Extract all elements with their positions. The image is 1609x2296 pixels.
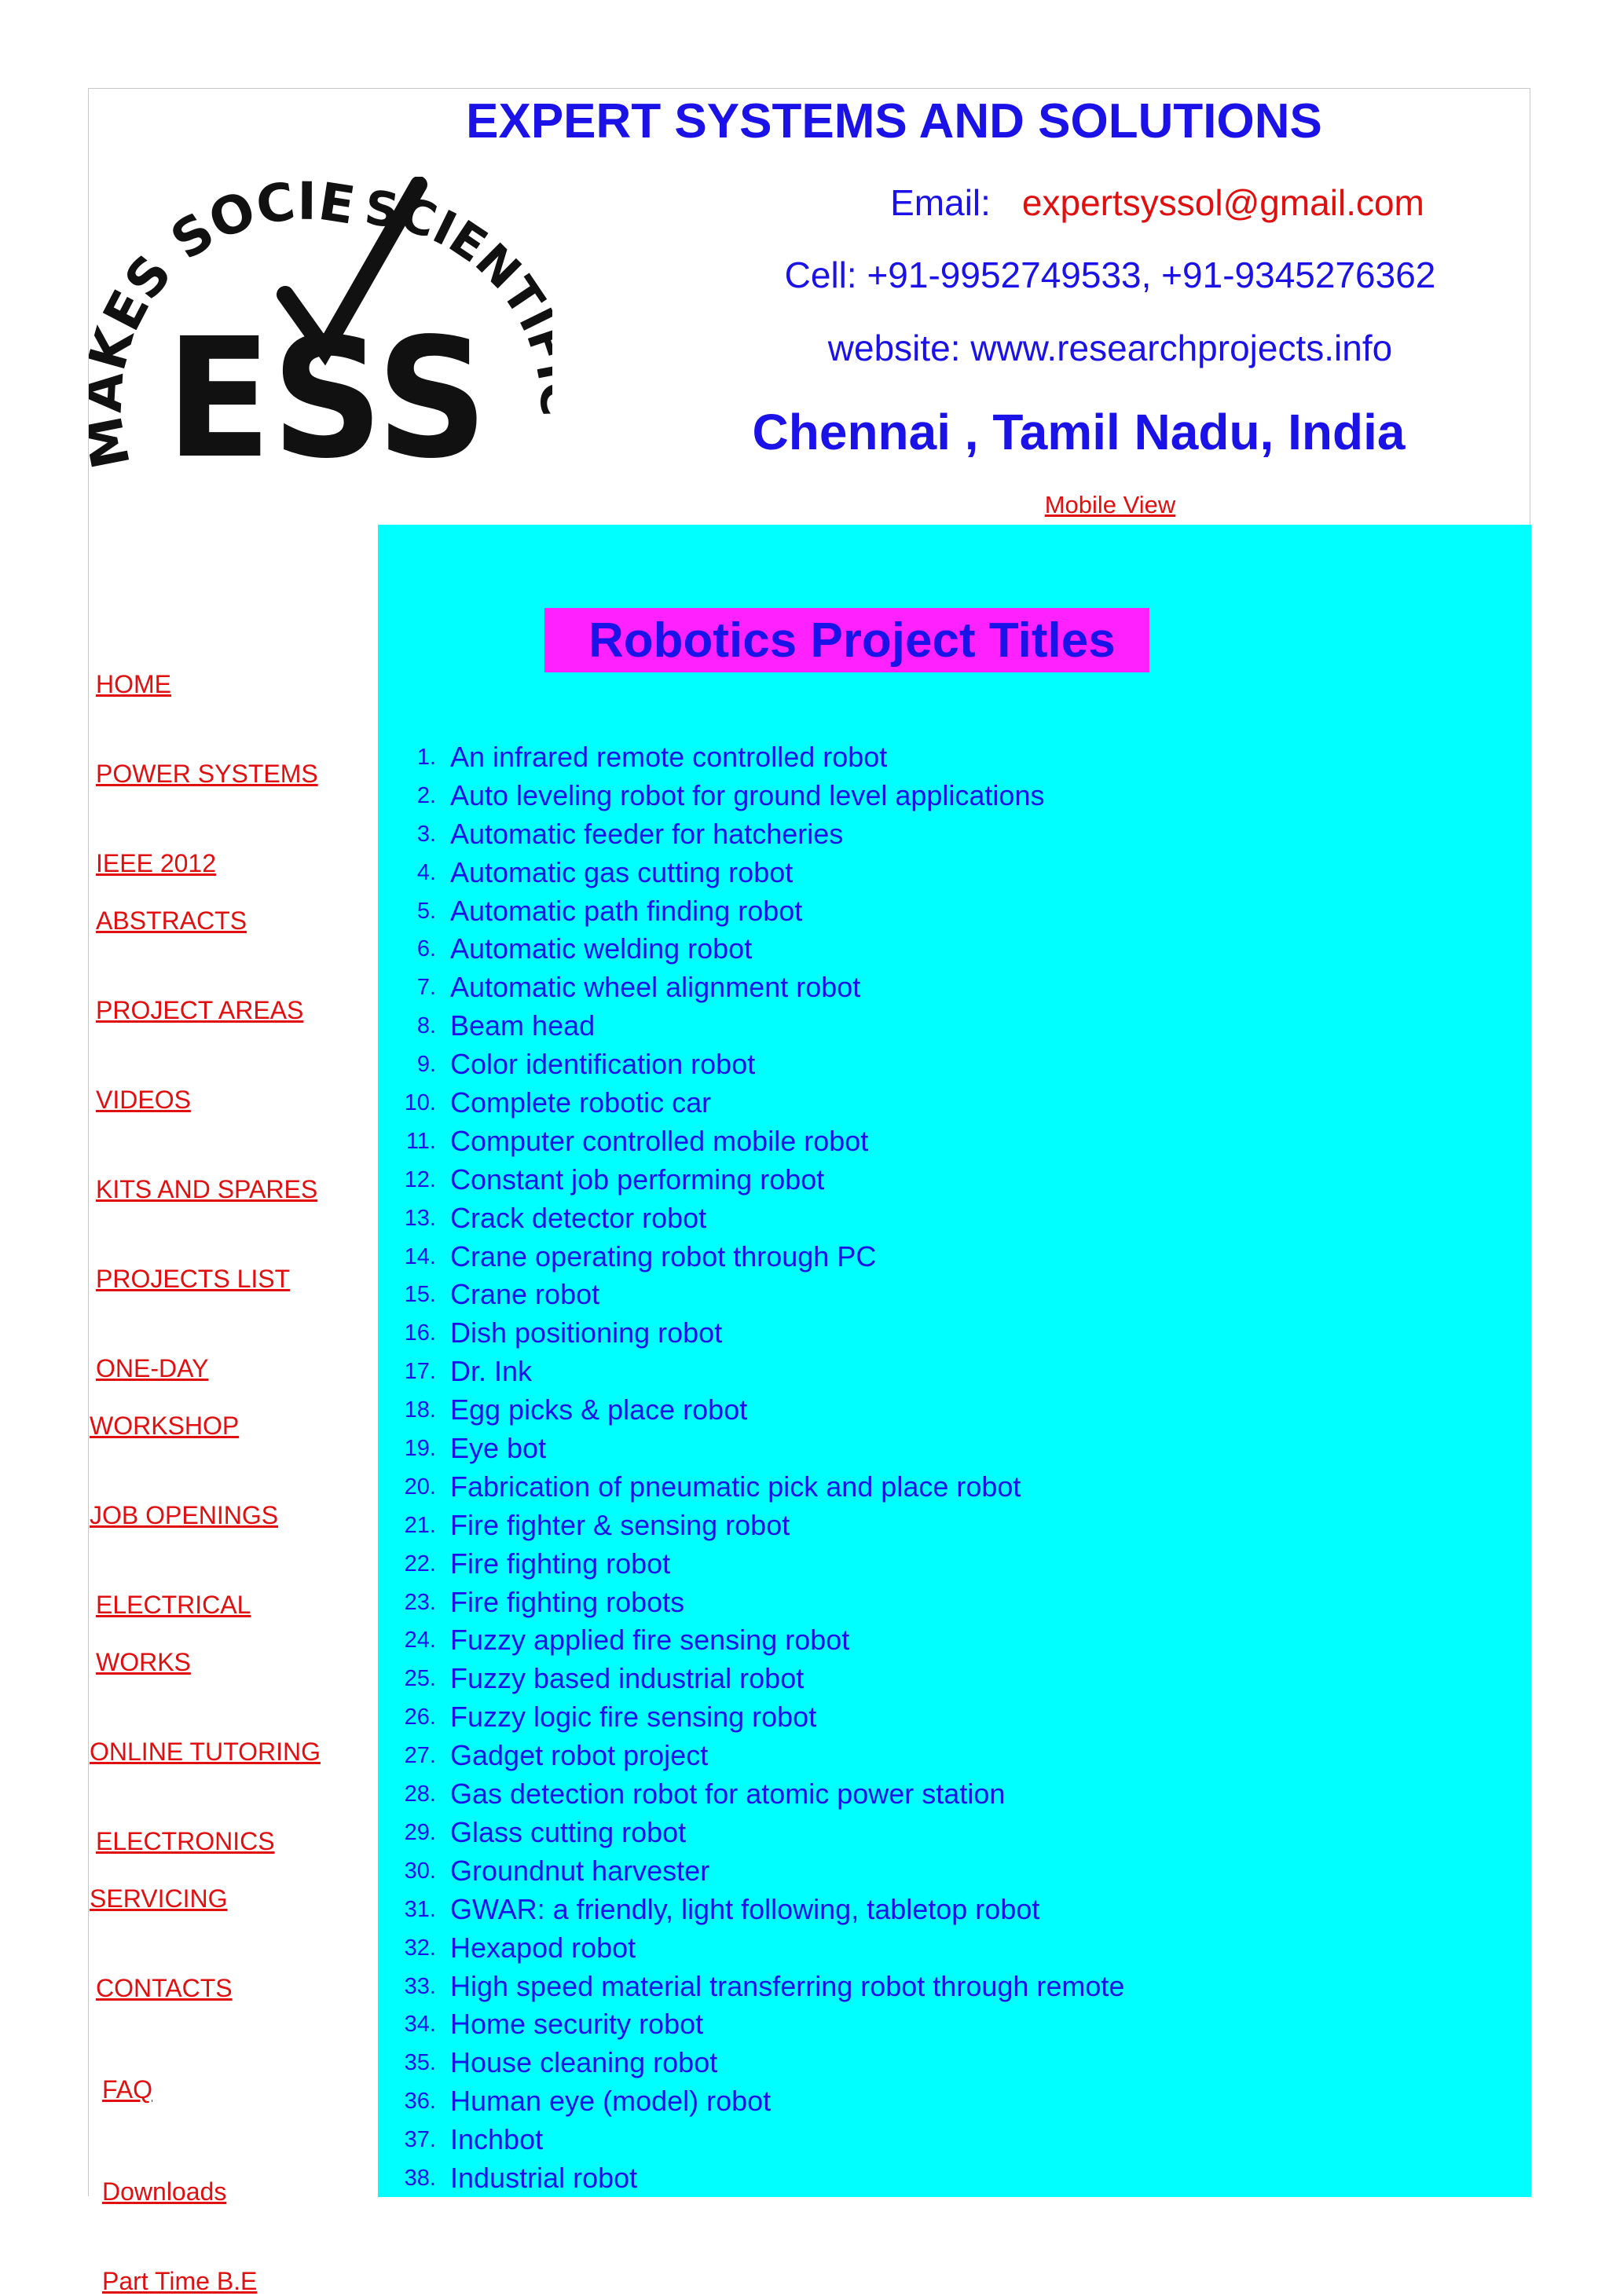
list-item-text: High speed material transferring robot through remote	[450, 1969, 1125, 2002]
list-item	[378, 738, 1531, 777]
list-item-number: 24.	[404, 1628, 436, 1653]
list-item-number: 15.	[404, 1282, 436, 1308]
list-item	[378, 1621, 1531, 1660]
list-item-number: 36.	[404, 2089, 436, 2115]
email-line	[764, 181, 1550, 224]
svg-text:MAKES SOCIETY: ES SOCIE	[91, 177, 359, 340]
list-item	[378, 815, 1531, 854]
svg-text:SCIENTIFIC: SCIENT	[361, 180, 552, 325]
nav-downloads[interactable]: Downloads	[102, 2177, 227, 2206]
nav-one-day[interactable]: ONE-DAY	[96, 1354, 209, 1382]
list-item-number: 30.	[404, 1858, 436, 1884]
list-item-number: 2.	[416, 782, 436, 808]
list-item-text: Groundnut harvester	[450, 1854, 710, 1887]
list-item-number: 3.	[416, 821, 436, 847]
list-item-text: Automatic gas cutting robot	[450, 855, 794, 888]
list-item-text: An infrared remote controlled robot	[450, 741, 888, 773]
list-item-number: 9.	[416, 1052, 436, 1078]
list-item	[378, 1084, 1531, 1122]
list-item	[378, 1199, 1531, 1238]
nav-home[interactable]: HOME	[96, 670, 171, 698]
list-item-text: Gadget robot project	[450, 1739, 709, 1772]
list-item-number: 21.	[404, 1512, 436, 1538]
list-item-text: Crane operating robot through PC	[450, 1240, 877, 1273]
list-item-number: 31.	[404, 1896, 436, 1922]
list-item-text: Fire fighter & sensing robot	[450, 1508, 790, 1541]
list-item	[378, 1507, 1531, 1545]
list-item-text: Fuzzy logic fire sensing robot	[450, 1701, 817, 1734]
list-item	[378, 1929, 1531, 1968]
ess-logo	[89, 177, 552, 526]
list-item-text: Fuzzy based industrial robot	[450, 1662, 804, 1695]
list-item	[378, 854, 1531, 892]
list-item-number: 6.	[416, 936, 436, 962]
nav-electrical[interactable]: ELECTRICAL	[96, 1591, 251, 1619]
nav-servicing[interactable]: SERVICING	[90, 1884, 228, 1913]
list-item-text: GWAR: a friendly, light following, tabletop robot	[450, 1892, 1040, 1925]
list-item	[378, 2005, 1531, 2044]
list-item	[378, 1045, 1531, 1084]
list-item-text: Fire fighting robots	[450, 1585, 685, 1618]
list-item-number: 5.	[416, 898, 436, 924]
nav-contacts[interactable]: CONTACTS	[96, 1974, 233, 2002]
list-item	[378, 969, 1531, 1007]
list-item	[378, 1007, 1531, 1045]
main-content	[378, 525, 1531, 2197]
list-item-text: Dish positioning robot	[450, 1316, 723, 1349]
nav-part-time-be[interactable]: Part Time B.E	[102, 2267, 258, 2295]
list-item	[378, 1814, 1531, 1852]
cell-line: Cell: +91-9952749533, +91-9345276362	[784, 255, 1436, 295]
list-item-text: Human eye (model) robot	[450, 2085, 772, 2118]
nav-videos[interactable]: VIDEOS	[96, 1086, 191, 1114]
list-item-text: Crane robot	[450, 1278, 600, 1311]
list-item	[378, 2159, 1531, 2198]
list-item-number: 18.	[404, 1397, 436, 1423]
list-item-number: 4.	[416, 859, 436, 885]
list-item-text: Industrial robot	[450, 2161, 638, 2194]
list-item-text: Glass cutting robot	[450, 1815, 687, 1848]
list-item	[378, 1276, 1531, 1314]
site-header	[89, 89, 1531, 525]
list-item-text: Auto leveling robot for ground level applications	[450, 778, 1045, 811]
list-item-text: Complete robotic car	[450, 1086, 712, 1119]
list-item-number: 11.	[405, 1128, 436, 1154]
list-item-text: Automatic welding robot	[450, 932, 753, 965]
nav-works[interactable]: WORKS	[96, 1648, 191, 1676]
nav-power-systems[interactable]: POWER SYSTEMS	[96, 760, 318, 788]
list-item-number: 8.	[416, 1013, 436, 1039]
list-item-number: 23.	[404, 1589, 436, 1615]
sidebar-nav	[89, 525, 378, 2295]
list-item-number: 33.	[404, 1973, 436, 1999]
list-item-text: Fabrication of pneumatic pick and place robot	[450, 1470, 1021, 1503]
nav-electronics[interactable]: ELECTRONICS	[96, 1827, 275, 1855]
nav-kits-and-spares[interactable]: KITS AND SPARES	[96, 1175, 318, 1203]
nav-abstracts[interactable]: ABSTRACTS	[96, 906, 247, 935]
list-item	[378, 2082, 1531, 2121]
list-item-number: 7.	[416, 975, 436, 1001]
company-name: EXPERT SYSTEMS AND SOLUTIONS	[466, 94, 1322, 148]
list-item	[378, 1737, 1531, 1775]
list-item-text: Fuzzy applied fire sensing robot	[450, 1624, 850, 1657]
list-item-text: Constant job performing robot	[450, 1163, 825, 1196]
list-item-number: 22.	[404, 1551, 436, 1576]
list-item-text: Egg picks & place robot	[450, 1393, 748, 1426]
list-item-number: 20.	[404, 1474, 436, 1500]
list-item	[378, 2121, 1531, 2159]
list-item-number: 27.	[404, 1743, 436, 1769]
list-item-number: 35.	[404, 2050, 436, 2076]
list-item-number: 28.	[404, 1782, 436, 1807]
list-item	[378, 1891, 1531, 1929]
list-item-text: Hexapod robot	[450, 1931, 636, 1964]
list-item-text: Crack detector robot	[450, 1201, 707, 1234]
list-item-number: 17.	[404, 1359, 436, 1385]
list-item	[378, 1584, 1531, 1622]
list-item-text: House cleaning robot	[450, 2046, 718, 2079]
list-item	[378, 1430, 1531, 1468]
list-item-text: Automatic path finding robot	[450, 894, 803, 927]
list-item	[378, 2044, 1531, 2082]
list-item	[378, 1545, 1531, 1584]
svg-text:ESS: ESS	[166, 302, 488, 495]
list-item-number: 29.	[404, 1819, 436, 1845]
list-item	[378, 892, 1531, 931]
list-item	[378, 1968, 1531, 2006]
nav-job-openings[interactable]: JOB OPENINGS	[90, 1501, 279, 1529]
list-item-text: Inchbot	[450, 2123, 544, 2156]
list-item	[378, 1660, 1531, 1698]
list-item	[378, 930, 1531, 969]
list-item	[378, 1161, 1531, 1199]
location-heading: Chennai , Tamil Nadu, India	[752, 404, 1406, 460]
list-item-number: 38.	[404, 2165, 436, 2191]
project-titles-list	[378, 738, 1531, 2198]
list-item-text: Dr. Ink	[450, 1355, 533, 1388]
list-item	[378, 777, 1531, 815]
list-item-number: 19.	[404, 1436, 436, 1462]
list-item-number: 1.	[416, 745, 436, 770]
email-label: Email:	[890, 182, 991, 223]
nav-projects-list[interactable]: PROJECTS LIST	[96, 1265, 291, 1293]
list-item-number: 12.	[404, 1166, 436, 1192]
list-item	[378, 1238, 1531, 1276]
nav-ieee-2012[interactable]: IEEE 2012	[96, 849, 216, 877]
list-item	[378, 1468, 1531, 1507]
mobile-view-link[interactable]: Mobile View	[1044, 491, 1176, 518]
list-item-text: Computer controlled mobile robot	[450, 1124, 869, 1157]
list-item	[378, 1353, 1531, 1391]
list-item-text: Beam head	[450, 1009, 596, 1042]
nav-online-tutoring[interactable]: ONLINE TUTORING	[90, 1738, 321, 1766]
list-item	[378, 1122, 1531, 1161]
nav-workshop[interactable]: WORKSHOP	[90, 1412, 240, 1440]
list-item-text: Gas detection robot for atomic power station	[450, 1778, 1006, 1811]
list-item-number: 34.	[404, 2012, 436, 2038]
list-item-text: Home security robot	[450, 2008, 704, 2041]
list-item-number: 10.	[404, 1090, 436, 1116]
page-frame	[88, 88, 1530, 2295]
list-item-number: 14.	[404, 1243, 436, 1269]
nav-project-areas[interactable]: PROJECT AREAS	[96, 996, 304, 1024]
list-item-number: 26.	[404, 1705, 436, 1730]
website-line: website: www.researchprojects.info	[827, 328, 1393, 368]
list-item	[378, 1852, 1531, 1891]
page-title: Robotics Project Titles	[544, 608, 1149, 672]
list-item-number: 32.	[404, 1935, 436, 1961]
list-item-text: Eye bot	[450, 1432, 547, 1465]
list-item-text: Color identification robot	[450, 1048, 756, 1081]
list-item-text: Automatic feeder for hatcheries	[450, 817, 844, 850]
list-item-number: 16.	[404, 1320, 436, 1346]
nav-faq[interactable]: FAQ	[102, 2075, 153, 2104]
list-item-number: 13.	[404, 1205, 436, 1231]
list-item-number: 25.	[404, 1666, 436, 1692]
list-item	[378, 1391, 1531, 1430]
list-item	[378, 1775, 1531, 1814]
list-item	[378, 1698, 1531, 1737]
list-item-text: Fire fighting robot	[450, 1547, 671, 1580]
list-item-text: Automatic wheel alignment robot	[450, 971, 861, 1004]
list-item	[378, 1314, 1531, 1353]
list-item-number: 37.	[404, 2127, 436, 2153]
email-address[interactable]: expertsyssol@gmail.com	[1021, 182, 1424, 223]
